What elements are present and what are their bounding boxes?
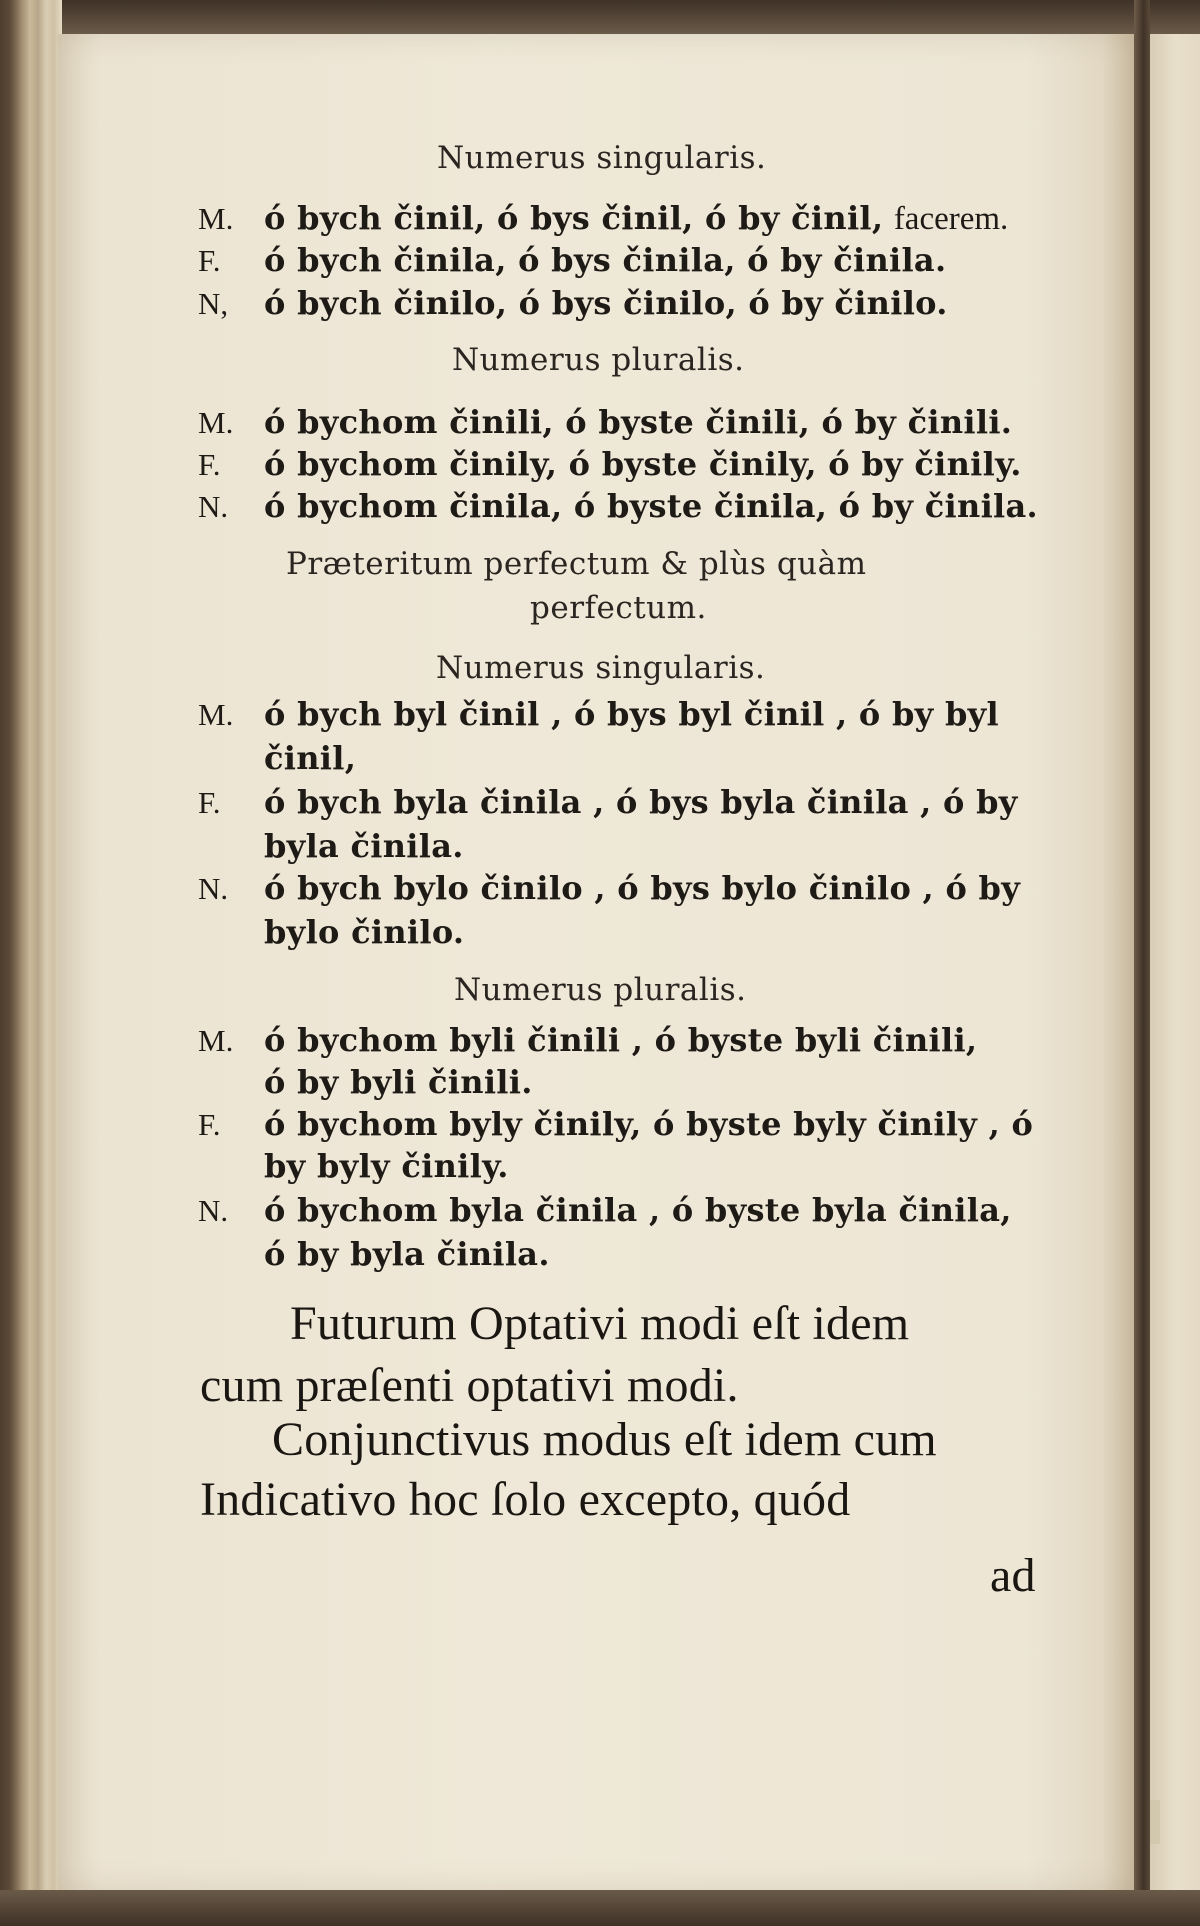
section-heading-plural: Numerus pluralis.: [452, 342, 745, 378]
gender-label: F.: [198, 785, 221, 820]
gender-label: F.: [198, 447, 221, 482]
conjugation-row: [198, 240, 946, 281]
conjugation-row: [198, 198, 1008, 239]
conjugation-text: ó bychom činili, ó byste činili, ó by činili.: [264, 403, 1013, 441]
gender-label: N,: [198, 286, 229, 321]
conjugation-row: [198, 1020, 977, 1061]
paragraph-line: Futurum Optativi modi eſt idem: [290, 1297, 910, 1350]
conjugation-text: ó bychom činily, ó byste činily, ó by činily.: [264, 445, 1022, 483]
conjugation-text: ó bych byla činila , ó bys byla činila , ó by: [264, 783, 1018, 821]
gender-label: N.: [198, 489, 229, 524]
conjugation-text: ó bychom činila, ó byste činila, ó by činila.: [264, 487, 1038, 525]
conjugation-text: ó by byla činila.: [264, 1235, 550, 1273]
conjugation-row: [198, 402, 1012, 443]
conjugation-row: [198, 1104, 1033, 1145]
conjugation-text: ó bych činil, ó bys činil, ó by činil,: [264, 199, 884, 237]
latin-gloss: facerem.: [893, 201, 1009, 237]
conjugation-continuation: [264, 738, 356, 778]
conjugation-row: [198, 1190, 1012, 1231]
conjugation-text: byla činila.: [264, 827, 464, 865]
book-gutter: [1134, 0, 1150, 1926]
gender-label: N.: [198, 1193, 229, 1228]
gender-label: N.: [198, 871, 229, 906]
paper-stain: [1150, 1800, 1160, 1844]
gender-label: F.: [198, 1107, 221, 1142]
conjugation-text: by byly činily.: [264, 1147, 509, 1185]
conjugation-text: ó bychom byly činily, ó byste byly činily , ó: [264, 1105, 1034, 1143]
book-page-edges: [0, 0, 62, 1926]
gender-label: M.: [198, 405, 234, 440]
conjugation-text: ó bych činila, ó bys činila, ó by činila.: [264, 241, 947, 279]
book-top-shadow: [0, 0, 1200, 34]
conjugation-text: bylo činilo.: [264, 913, 465, 951]
conjugation-text: ó bych byl činil , ó bys byl činil , ó by byl: [264, 695, 999, 733]
conjugation-row: [198, 782, 1018, 823]
section-heading-singular: Numerus singularis.: [437, 140, 767, 176]
section-heading-perfect-cont: perfectum.: [530, 590, 707, 626]
conjugation-text: ó bychom byla činila , ó byste byla činila,: [264, 1191, 1012, 1229]
conjugation-row: [198, 283, 948, 324]
conjugation-text: ó bych bylo činilo , ó bys bylo činilo , ó by: [264, 869, 1021, 907]
conjugation-text: ó bych činilo, ó bys činilo, ó by činilo.: [264, 284, 948, 322]
conjugation-row: [198, 486, 1038, 527]
conjugation-text: ó bychom byli činili , ó byste byli činili,: [264, 1021, 978, 1059]
facing-page-edge: [1150, 34, 1200, 1890]
section-heading-singular: Numerus singularis.: [436, 650, 766, 686]
paragraph-line: cum præſenti optativi modi.: [200, 1359, 739, 1412]
conjugation-continuation: [264, 912, 464, 952]
section-heading-plural: Numerus pluralis.: [454, 972, 747, 1008]
gender-label: M.: [198, 697, 234, 732]
conjugation-continuation: [264, 1234, 550, 1274]
book-bottom-shadow: [0, 1890, 1200, 1926]
conjugation-continuation: [264, 1146, 509, 1186]
conjugation-continuation: [264, 826, 464, 866]
catchword: ad: [990, 1549, 1036, 1602]
paragraph-line: Indicativo hoc ſolo excepto, quód: [200, 1473, 851, 1526]
gender-label: M.: [198, 201, 234, 236]
gender-label: M.: [198, 1023, 234, 1058]
paragraph-line: Conjunctivus modus eſt idem cum: [272, 1413, 937, 1466]
conjugation-row: [198, 868, 1020, 909]
section-heading-perfect: Præteritum perfectum & plùs quàm: [286, 546, 867, 582]
conjugation-continuation: [264, 1062, 533, 1102]
conjugation-text: ó by byli činili.: [264, 1063, 533, 1101]
conjugation-text: činil,: [264, 739, 357, 777]
gender-label: F.: [198, 243, 221, 278]
conjugation-row: [198, 444, 1022, 485]
conjugation-row: [198, 694, 999, 735]
